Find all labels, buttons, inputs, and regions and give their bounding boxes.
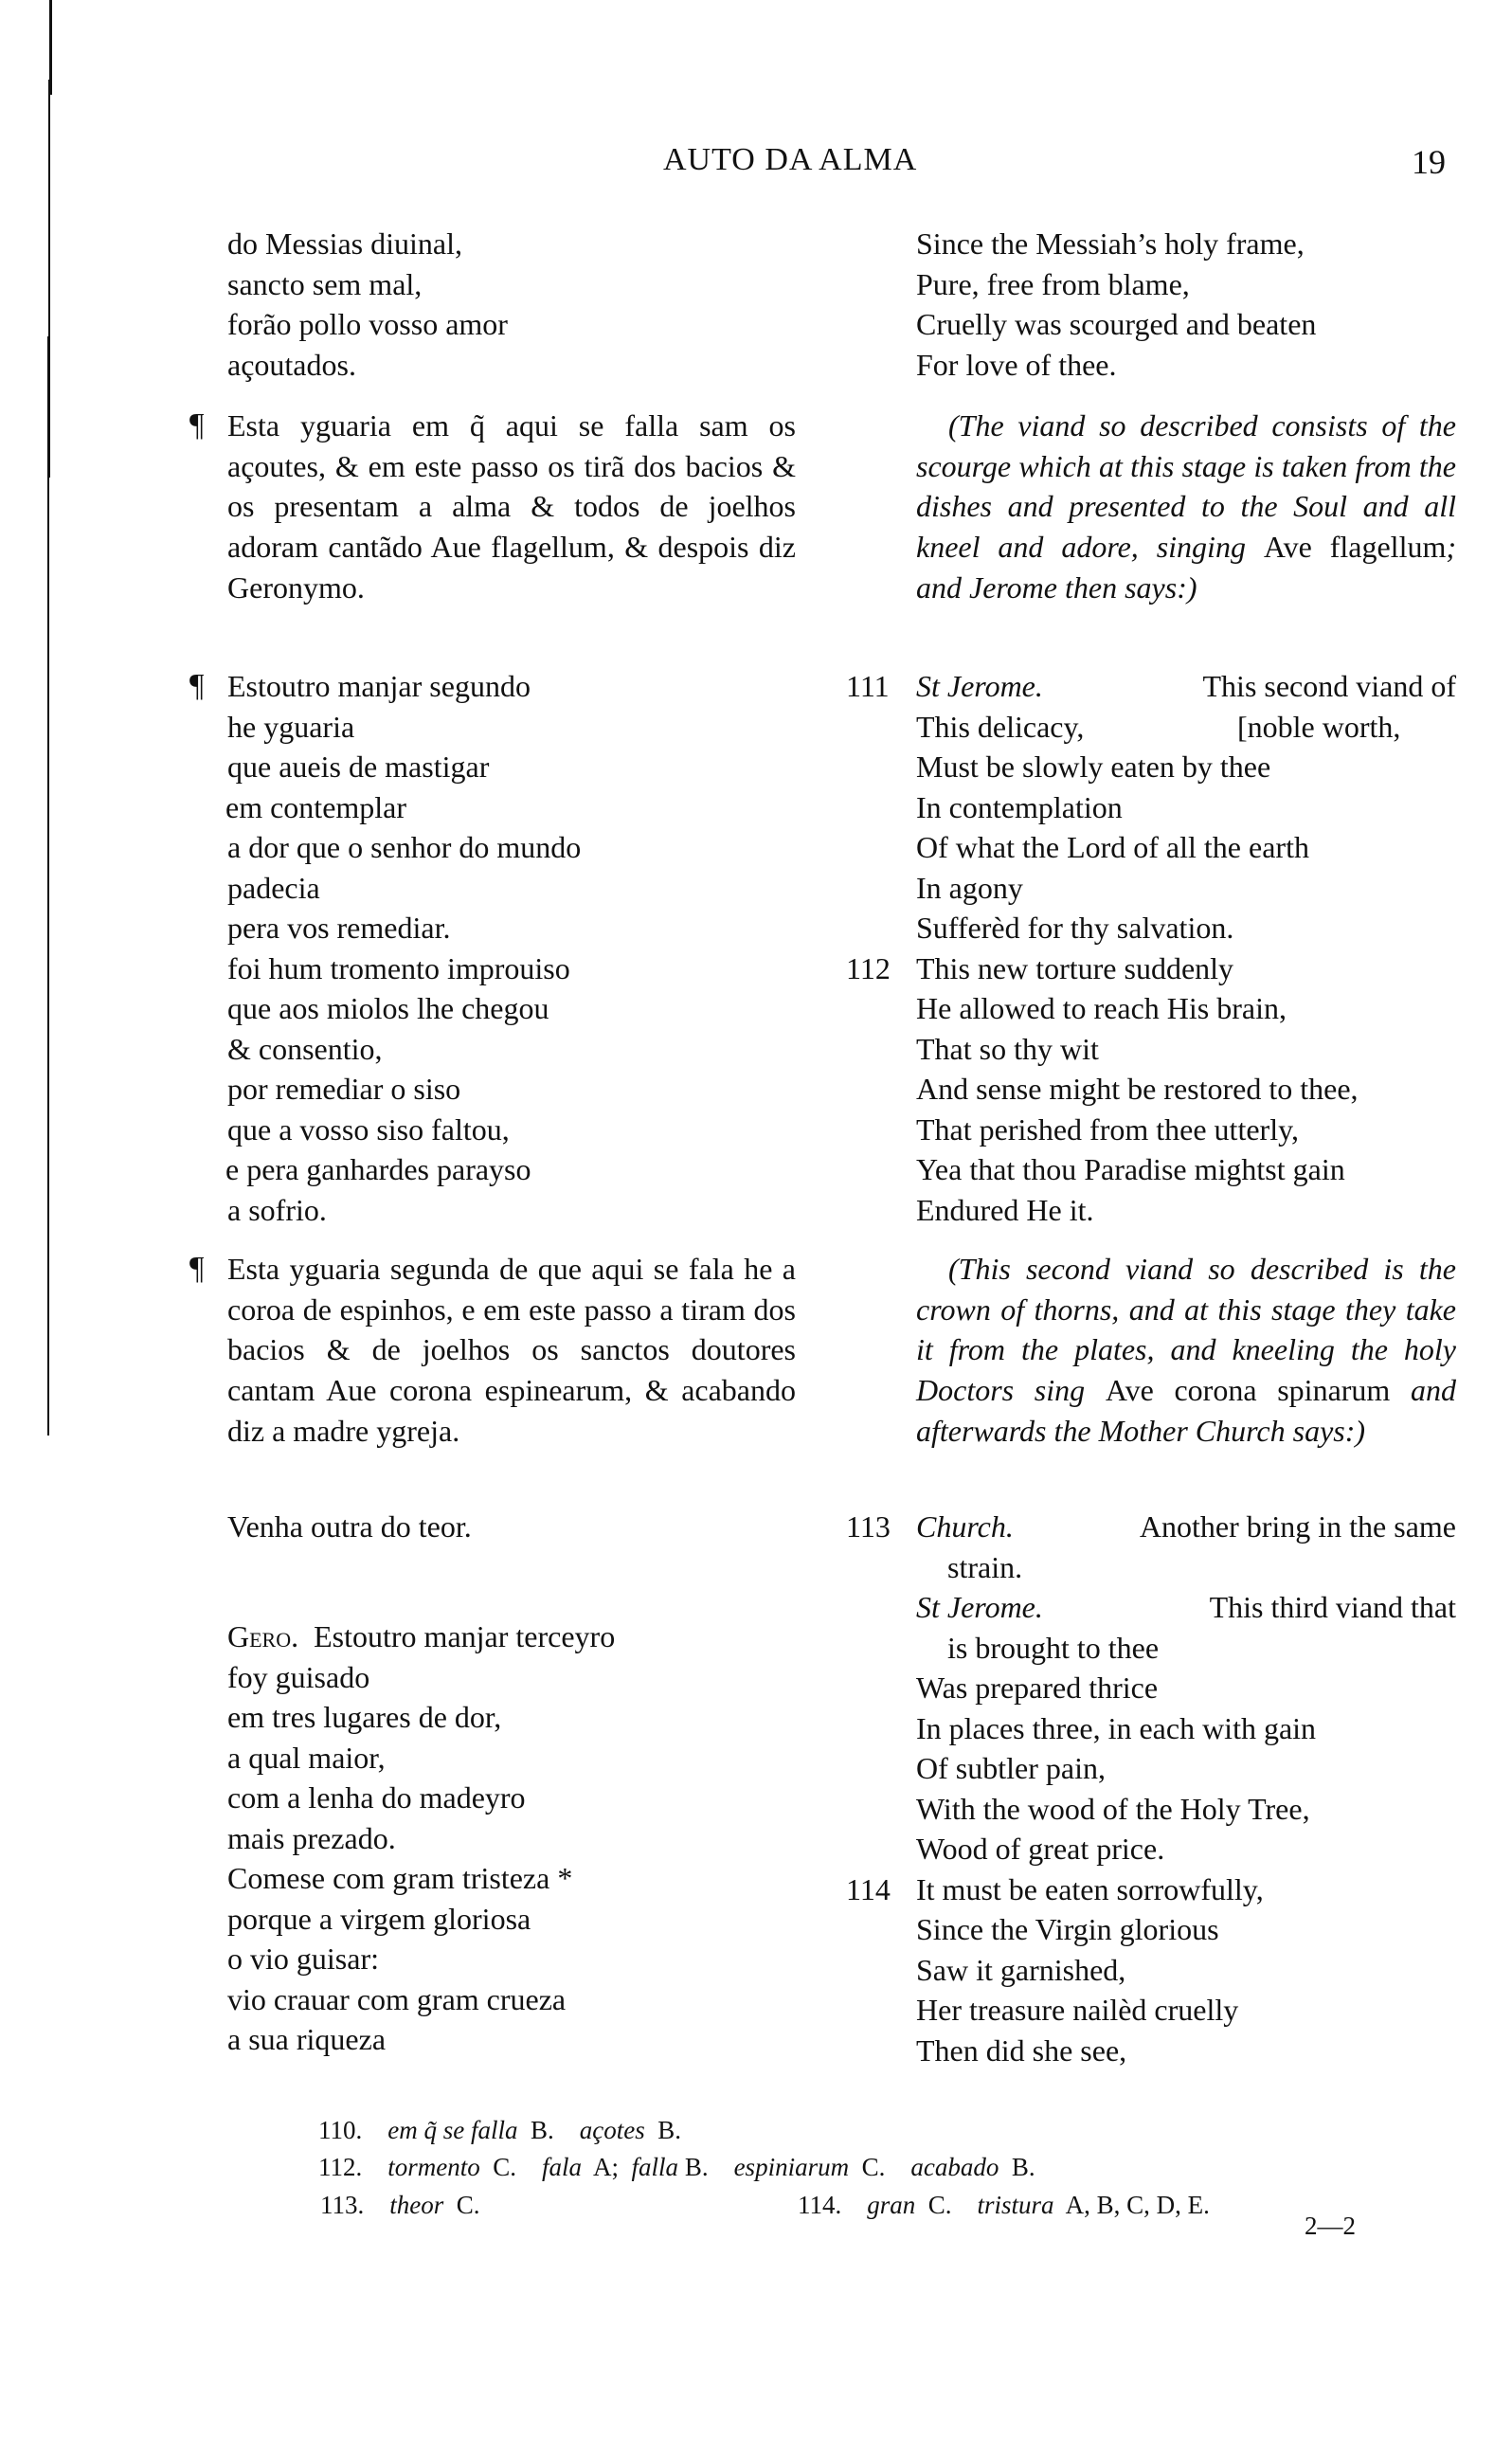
rubric-text: and afterwards the Mother Church says:) bbox=[916, 1373, 1457, 1448]
translation-line: Of subtler pain, bbox=[916, 1751, 1106, 1785]
verse-text: Estoutro manjar terceyro bbox=[314, 1619, 616, 1653]
verse-line: que aueis de mastigar bbox=[227, 749, 490, 784]
footnote bbox=[318, 2113, 681, 2147]
translation-line: It must be eaten sorrowfully, bbox=[916, 1872, 1264, 1906]
latin-title: Ave flagellum bbox=[1263, 530, 1447, 565]
witness-siglum: A; bbox=[593, 2153, 620, 2181]
verse-text: Another bring in the same bbox=[1139, 1509, 1456, 1544]
translation-line: In places three, in each with gain bbox=[916, 1711, 1317, 1745]
verse-line: Venha outra do teor. bbox=[227, 1509, 472, 1544]
rubric-text: (This second viand so described is the crown of thorns, and at this stage they take it from the plates, and kneeling the holy Doctors sing bbox=[916, 1252, 1456, 1408]
verse-line: que a vosso siso faltou, bbox=[227, 1112, 510, 1147]
translation-line-bracket: [noble worth, bbox=[1237, 710, 1401, 744]
verse-line bbox=[227, 1616, 615, 1656]
witness-siglum: B. bbox=[657, 2116, 681, 2144]
stage-direction-translation bbox=[916, 406, 1456, 608]
footnote bbox=[318, 2150, 1035, 2184]
variant-reading: açotes bbox=[579, 2116, 645, 2144]
speaker-label: Gero. bbox=[227, 1619, 299, 1653]
footnote-number: 113. bbox=[320, 2191, 365, 2219]
verse-line: forão pollo vosso amor bbox=[227, 307, 508, 341]
stanza-number: 111 bbox=[846, 669, 890, 703]
footnote-number: 114. bbox=[798, 2191, 842, 2219]
variant-reading: acabado bbox=[910, 2153, 999, 2181]
translation-line: With the wood of the Holy Tree, bbox=[916, 1792, 1310, 1826]
translation-line: That perished from thee utterly, bbox=[916, 1112, 1299, 1147]
translation-line: Of what the Lord of all the earth bbox=[916, 830, 1309, 864]
verse-line: porque a virgem gloriosa bbox=[227, 1902, 531, 1936]
verse-text: This third viand that bbox=[1209, 1590, 1456, 1624]
translation-line: Pure, free from blame, bbox=[916, 267, 1190, 301]
translation-line: In contemplation bbox=[916, 790, 1123, 824]
stanza-number: 113 bbox=[846, 1509, 891, 1544]
translation-line: Sufferèd for thy salvation. bbox=[916, 911, 1234, 945]
translation-line bbox=[916, 1507, 1456, 1546]
verse-line: foy guisado bbox=[227, 1660, 370, 1694]
witness-siglum: C. bbox=[927, 2191, 952, 2219]
verse-line: a sua riqueza bbox=[227, 2022, 387, 2056]
translation-line: Must be slowly eaten by thee bbox=[916, 749, 1271, 784]
running-head-title: AUTO DA ALMA bbox=[663, 142, 918, 177]
variant-reading: em q̃ se falla bbox=[387, 2116, 518, 2144]
translation-line: This new torture suddenly bbox=[916, 951, 1234, 985]
footnote bbox=[320, 2188, 480, 2222]
rubric-text: (The viand so described consists of the scourge which at this stage is taken from the dishes and presented to the Soul and all kneel and adore, singing bbox=[916, 408, 1456, 565]
witness-siglum: C. bbox=[493, 2153, 517, 2181]
verse-line: Comese com gram tristeza * bbox=[227, 1861, 573, 1895]
translation-line: Was prepared thrice bbox=[916, 1670, 1159, 1705]
translation-line: Yea that thou Paradise mightst gain bbox=[916, 1152, 1345, 1186]
witness-siglum: B. bbox=[684, 2153, 709, 2181]
speaker-label: St Jerome. bbox=[916, 669, 1043, 703]
page-number: 19 bbox=[1412, 143, 1446, 181]
stage-direction-translation bbox=[916, 1249, 1456, 1452]
translation-line: And sense might be restored to thee, bbox=[916, 1072, 1359, 1106]
translation-line: is brought to thee bbox=[947, 1631, 1160, 1665]
verse-line: pera vos remediar. bbox=[227, 911, 451, 945]
variant-reading: theor bbox=[389, 2191, 444, 2219]
speaker-label: St Jerome. bbox=[916, 1590, 1043, 1624]
footnote bbox=[798, 2188, 1210, 2222]
verse-line: do Messias diuinal, bbox=[227, 226, 462, 261]
pilcrow-icon: ¶ bbox=[189, 407, 205, 442]
verse-line: em tres lugares de dor, bbox=[227, 1700, 502, 1734]
verse-line: foi hum tromento improuiso bbox=[227, 951, 570, 985]
witness-siglum: C. bbox=[861, 2153, 886, 2181]
variant-reading: fala bbox=[542, 2153, 583, 2181]
translation-line: That so thy wit bbox=[916, 1032, 1099, 1066]
translation-line: Wood of great price. bbox=[916, 1832, 1165, 1866]
translation-line: Since the Messiah’s holy frame, bbox=[916, 226, 1305, 261]
footnote-number: 112. bbox=[318, 2153, 363, 2181]
verse-text: This second viand of bbox=[1202, 669, 1456, 703]
witness-siglum: B. bbox=[530, 2116, 554, 2144]
latin-title: Ave corona spinarum bbox=[1105, 1373, 1391, 1408]
translation-line: For love of thee. bbox=[916, 348, 1117, 382]
verse-line: a qual maior, bbox=[227, 1741, 386, 1775]
variant-reading: gran bbox=[867, 2191, 916, 2219]
translation-line: Saw it garnished, bbox=[916, 1953, 1126, 1987]
variant-reading: tormento bbox=[387, 2153, 480, 2181]
footnote-number: 110. bbox=[318, 2116, 363, 2144]
stage-direction-rubric: Esta yguaria em q̃ aqui se falla sam os açoutes, & em este passo os tirã dos bacios & os presentam a alma & todos de joelhos adoram cantãdo Aue flagellum, & despois diz Geronymo. bbox=[227, 408, 796, 605]
verse-line: vio crauar com gram crueza bbox=[227, 1982, 567, 2016]
witness-siglum: A, B, C, D, E. bbox=[1065, 2191, 1210, 2219]
verse-line: em contemplar bbox=[225, 790, 407, 824]
verse-line: Estoutro manjar segundo bbox=[227, 669, 531, 703]
stanza-number: 112 bbox=[846, 951, 891, 985]
verse-line: a sofrio. bbox=[227, 1193, 327, 1227]
translation-line: Her treasure nailèd cruelly bbox=[916, 1993, 1239, 2027]
translation-line: In agony bbox=[916, 871, 1023, 905]
rubric-text: ; and Jerome then says:) bbox=[916, 530, 1457, 605]
stanza-number: 114 bbox=[846, 1872, 891, 1906]
variant-reading: tristura bbox=[977, 2191, 1054, 2219]
scan-edge-line-lower bbox=[47, 336, 49, 1436]
translation-line: Cruelly was scourged and beaten bbox=[916, 307, 1317, 341]
verse-line: o vio guisar: bbox=[227, 1941, 379, 1976]
verse-line: com a lenha do madeyro bbox=[227, 1780, 526, 1815]
translation-line: This delicacy, bbox=[916, 710, 1085, 744]
translation-line: Then did she see, bbox=[916, 2033, 1127, 2068]
translation-line: He allowed to reach His brain, bbox=[916, 991, 1287, 1025]
printer-signature-mark: 2—2 bbox=[1305, 2212, 1356, 2240]
verse-line: sancto sem mal, bbox=[227, 267, 423, 301]
verse-line: açoutados. bbox=[227, 348, 356, 382]
translation-line bbox=[916, 666, 1456, 706]
verse-line: por remediar o siso bbox=[227, 1072, 461, 1106]
translation-line: Endured He it. bbox=[916, 1193, 1094, 1227]
stage-direction-rubric: Esta yguaria segunda de que aqui se fala he a coroa de espinhos, e em este passo a tiram dos bacios & de joelhos os sanctos doutores cantam Aue corona espinearum, & acabando diz a madre ygreja. bbox=[227, 1252, 796, 1448]
translation-line: Since the Virgin glorious bbox=[916, 1912, 1219, 1946]
verse-line: e pera ganhardes parayso bbox=[225, 1152, 531, 1186]
verse-line: mais prezado. bbox=[227, 1821, 396, 1855]
verse-line: padecia bbox=[227, 871, 320, 905]
variant-reading: falla bbox=[631, 2153, 679, 2181]
pilcrow-icon: ¶ bbox=[189, 1251, 205, 1286]
witness-siglum: C. bbox=[456, 2191, 480, 2219]
speaker-label: Church. bbox=[916, 1509, 1014, 1544]
witness-siglum: B. bbox=[1011, 2153, 1035, 2181]
verse-line: he yguaria bbox=[227, 710, 355, 744]
translation-line: strain. bbox=[947, 1550, 1023, 1584]
pilcrow-icon: ¶ bbox=[189, 668, 205, 703]
verse-line: a dor que o senhor do mundo bbox=[227, 830, 582, 864]
verse-line: que aos miolos lhe chegou bbox=[227, 991, 549, 1025]
variant-reading: espiniarum bbox=[733, 2153, 850, 2181]
verse-line: & consentio, bbox=[227, 1032, 383, 1066]
translation-line bbox=[916, 1587, 1456, 1627]
